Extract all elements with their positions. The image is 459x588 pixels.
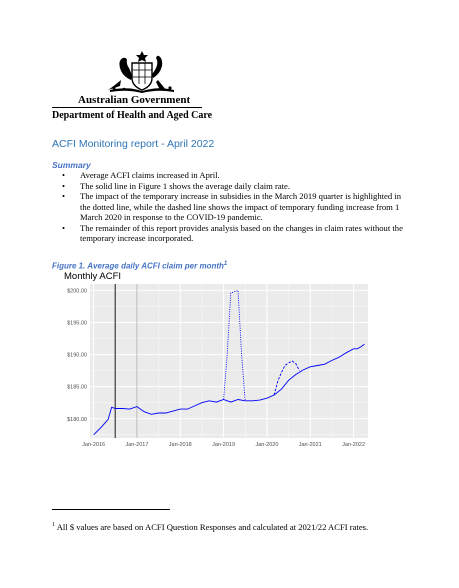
chart-title: Monthly ACFI — [64, 271, 122, 282]
government-name: Australian Government — [78, 94, 191, 106]
figure-footnote-ref: 1 — [223, 261, 228, 267]
department-name: Department of Health and Aged Care — [52, 110, 213, 121]
x-tick-label: Jan-2020 — [255, 442, 279, 448]
footnote — [52, 522, 368, 532]
x-tick-label: Jan-2018 — [168, 442, 192, 448]
report-title: ACFI Monitoring report - April 2022 — [52, 138, 215, 150]
summary-item: • The solid line in Figure 1 shows the average daily claim rate. — [62, 181, 407, 192]
coat-of-arms-logo — [96, 50, 188, 94]
y-tick-label: $180.00 — [67, 416, 87, 423]
x-tick-label: Jan-2016 — [82, 442, 106, 448]
y-tick-label: $185.00 — [67, 384, 87, 391]
plot-panel — [90, 284, 368, 438]
header-divider — [52, 107, 202, 108]
figure-caption — [52, 261, 227, 271]
y-tick-label: $195.00 — [67, 320, 87, 327]
monthly-acfi-chart — [50, 281, 375, 456]
x-tick-label: Jan-2019 — [212, 442, 236, 448]
figure-caption-text: Figure 1. Average daily ACFI claim per month — [52, 261, 224, 271]
y-tick-label: $200.00 — [67, 288, 87, 295]
summary-item: • The remainder of this report provides analysis based on the changes in claim rates without the temporary increase incorporated. — [62, 223, 407, 244]
summary-item: • The impact of the temporary increase in subsidies in the March 2019 quarter is highlighted in the dotted line, while the dashed line shows the impact of temporary funding increase from 1 March 2020 in response to the COVID-19 pandemic. — [62, 191, 407, 223]
summary-item: • Average ACFI claims increased in April. — [62, 170, 407, 181]
y-tick-label: $190.00 — [67, 352, 87, 359]
footnote-marker: 1 — [52, 522, 55, 529]
x-tick-label: Jan-2022 — [342, 442, 366, 448]
summary-heading: Summary — [52, 160, 91, 170]
footnote-text: All $ values are based on ACFI Question Responses and calculated at 2021/22 ACFI rates. — [56, 522, 369, 532]
x-tick-label: Jan-2021 — [298, 442, 322, 448]
summary-list — [62, 170, 407, 244]
x-tick-label: Jan-2017 — [125, 442, 149, 448]
footnote-divider — [52, 509, 170, 510]
